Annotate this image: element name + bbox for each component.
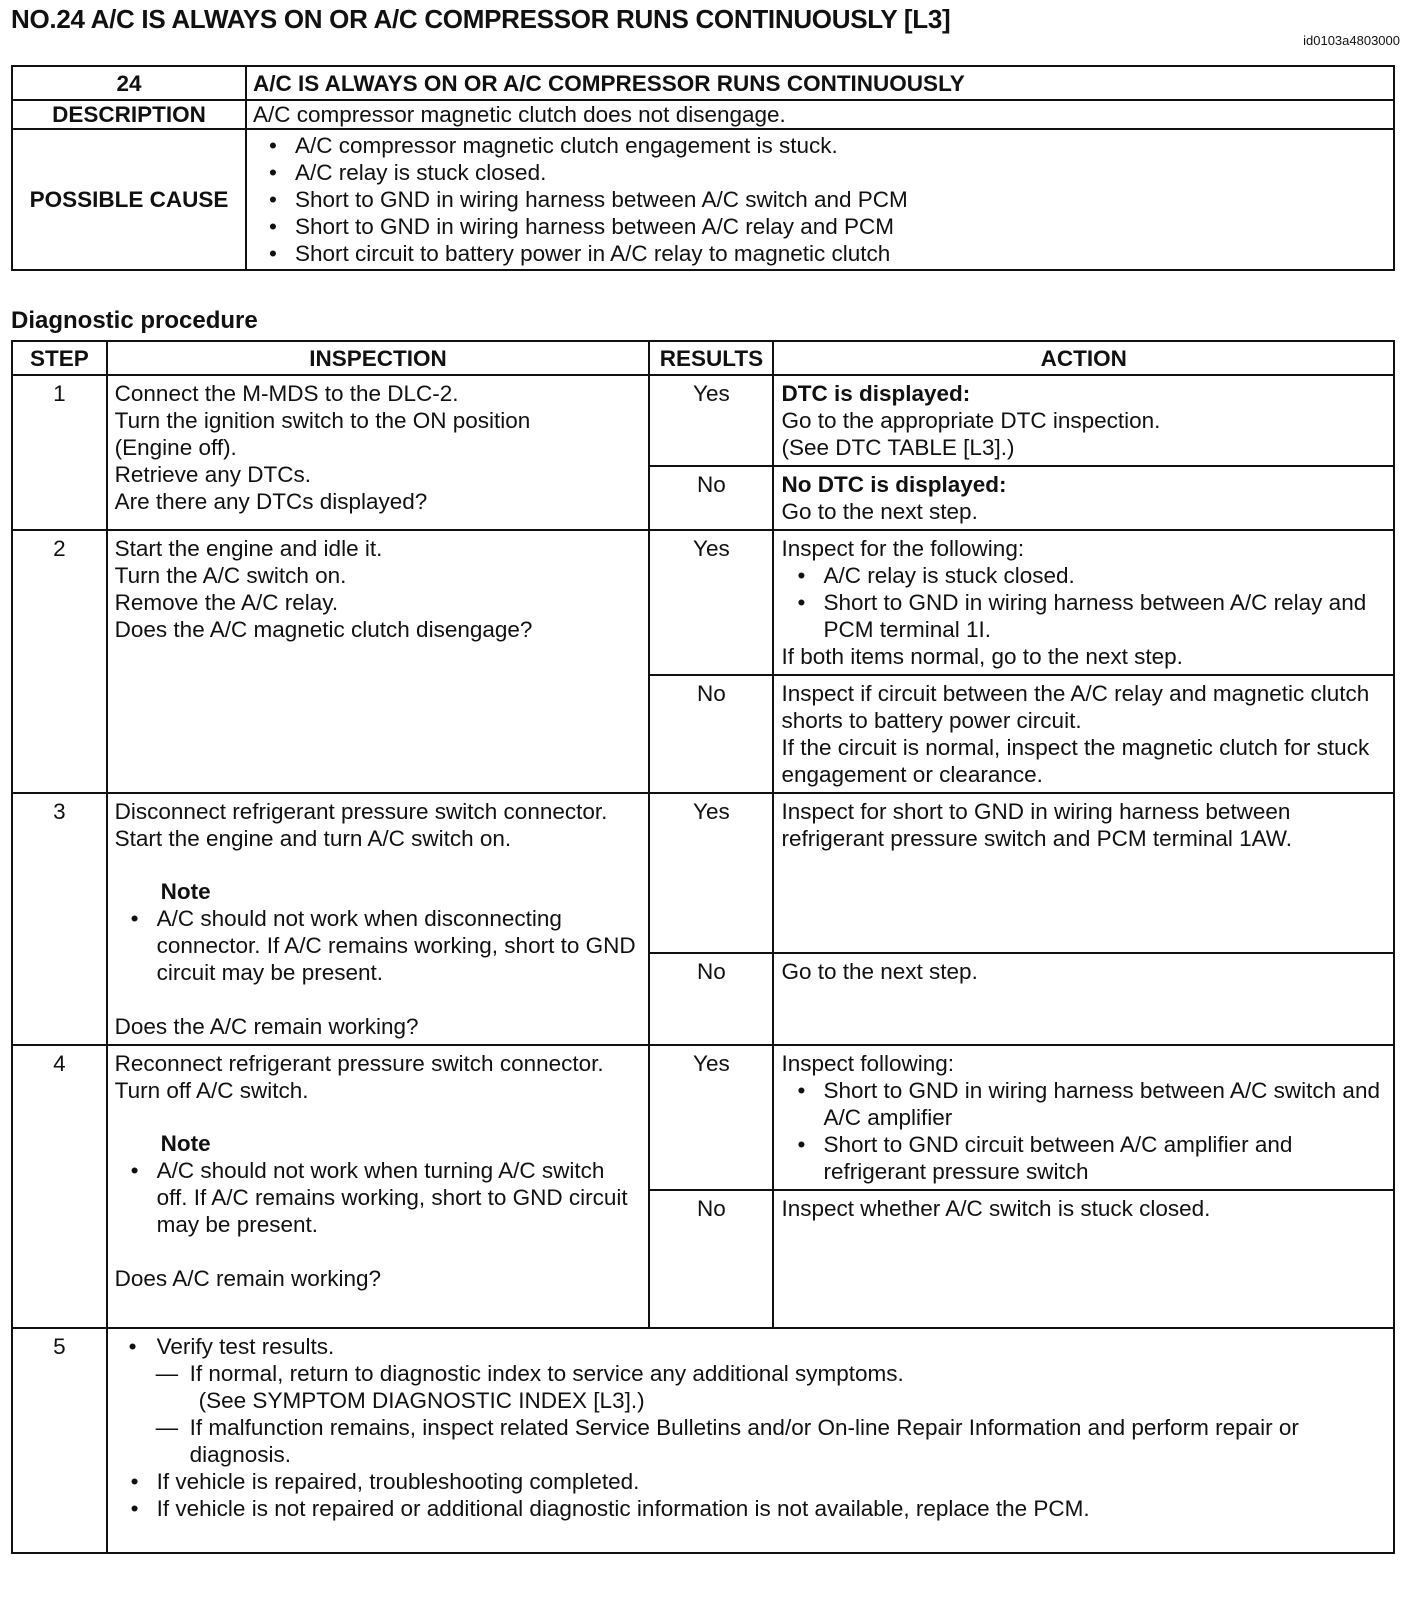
- step-2-yes-result: Yes: [649, 530, 773, 675]
- note-list: [115, 905, 642, 986]
- step-5-number: 5: [12, 1328, 107, 1553]
- inspection-line: Retrieve any DTCs.: [114, 462, 311, 487]
- normal-reference: (See SYMPTOM DIAGNOSTIC INDEX [L3].): [198, 1388, 645, 1413]
- step-2-inspection: [107, 530, 650, 793]
- list-item: • Short to GND circuit between A/C amplifier and refrigerant pressure switch: [781, 1131, 1386, 1185]
- results-column-header: RESULTS: [649, 341, 773, 375]
- description-label: DESCRIPTION: [12, 100, 246, 129]
- note-heading: Note: [160, 879, 211, 904]
- inspection-line: Does the A/C magnetic clutch disengage?: [114, 617, 533, 642]
- step-2-no-result: No: [649, 675, 773, 793]
- step-1-no-action: [773, 466, 1394, 530]
- diagnostic-procedure-table: [11, 340, 1395, 1554]
- inspection-line: Reconnect refrigerant pressure switch connector.: [114, 1051, 604, 1076]
- list-item: • A/C compressor magnetic clutch engagement is stuck.: [253, 132, 1387, 159]
- inspection-line: Turn off A/C switch.: [114, 1078, 309, 1103]
- step-1-yes-row: [12, 375, 1394, 466]
- step-4-yes-result: Yes: [649, 1045, 773, 1190]
- action-title: No DTC is displayed:: [781, 472, 1007, 497]
- step-4-yes-action: [773, 1045, 1394, 1190]
- step-3-yes-row: [12, 793, 1394, 953]
- malfunction-line: — If malfunction remains, inspect related Service Bulletins and/or On-line Repair Information and perform repair or diagnosis.: [115, 1414, 1386, 1468]
- step-column-header: STEP: [12, 341, 107, 375]
- step-2-number: 2: [12, 530, 107, 793]
- step-3-no-action: Go to the next step.: [773, 953, 1394, 1045]
- list-item: • A/C should not work when disconnecting connector. If A/C remains working, short to GND circuit may be present.: [115, 905, 642, 986]
- symptom-heading: A/C IS ALWAYS ON OR A/C COMPRESSOR RUNS CONTINUOUSLY: [246, 66, 1394, 100]
- summary-header-row: [12, 66, 1394, 100]
- action-line: Go to the appropriate DTC inspection.: [781, 408, 1161, 433]
- verify-line: • Verify test results.: [115, 1333, 1386, 1360]
- possible-cause-label: POSSIBLE CAUSE: [12, 129, 246, 270]
- step-3-yes-action: Inspect for short to GND in wiring harness between refrigerant pressure switch and PCM terminal 1AW.: [773, 793, 1394, 953]
- inspection-column-header: INSPECTION: [107, 341, 650, 375]
- page-title: NO.24 A/C IS ALWAYS ON OR A/C COMPRESSOR RUNS CONTINUOUSLY [L3]: [11, 4, 951, 34]
- action-line: If the circuit is normal, inspect the magnetic clutch for stuck engagement or clearance.: [781, 735, 1370, 787]
- symptom-summary-table: [11, 65, 1395, 271]
- list-item: • Short to GND in wiring harness between A/C switch and PCM: [253, 186, 1387, 213]
- procedure-title: Diagnostic procedure: [11, 307, 258, 334]
- step-3-no-result: No: [649, 953, 773, 1045]
- action-list: [781, 1077, 1386, 1185]
- description-text: A/C compressor magnetic clutch does not disengage.: [246, 100, 1394, 129]
- list-item: • A/C relay is stuck closed.: [253, 159, 1387, 186]
- procedure-header-row: [12, 341, 1394, 375]
- inspection-line: Turn the ignition switch to the ON position: [114, 408, 531, 433]
- action-line: Inspect following:: [781, 1051, 955, 1076]
- list-item: • Short circuit to battery power in A/C relay to magnetic clutch: [253, 240, 1387, 267]
- step-1-no-result: No: [649, 466, 773, 530]
- inspection-line: Turn the A/C switch on.: [114, 563, 347, 588]
- list-item: • A/C relay is stuck closed.: [781, 562, 1386, 589]
- inspection-line: Remove the A/C relay.: [114, 590, 339, 615]
- list-item: • Short to GND in wiring harness between A/C switch and A/C amplifier: [781, 1077, 1386, 1131]
- step-4-number: 4: [12, 1045, 107, 1328]
- normal-line: — If normal, return to diagnostic index to service any additional symptoms.: [115, 1360, 1386, 1387]
- action-line: Inspect if circuit between the A/C relay and magnetic clutch shorts to battery power circuit.: [781, 681, 1370, 733]
- action-line: Inspect for the following:: [781, 536, 1025, 561]
- step-1-yes-action: [773, 375, 1394, 466]
- list-item: • If vehicle is not repaired or additional diagnostic information is not available, replace the PCM.: [115, 1495, 1386, 1522]
- action-column-header: ACTION: [773, 341, 1394, 375]
- step-1-inspection: [107, 375, 650, 530]
- action-title: DTC is displayed:: [781, 381, 971, 406]
- note-heading: Note: [160, 1131, 211, 1156]
- step-2-yes-action: [773, 530, 1394, 675]
- possible-cause-cell: [246, 129, 1394, 270]
- step-4-inspection: [107, 1045, 650, 1328]
- inspection-question: Does A/C remain working?: [114, 1266, 382, 1291]
- outcome-list: [115, 1468, 1386, 1522]
- step-4-no-result: No: [649, 1190, 773, 1328]
- inspection-question: Does the A/C remain working?: [114, 1014, 419, 1039]
- step-4-yes-row: [12, 1045, 1394, 1190]
- possible-cause-row: [12, 129, 1394, 270]
- action-list: [781, 562, 1386, 643]
- inspection-line: Connect the M-MDS to the DLC-2.: [114, 381, 459, 406]
- step-1-yes-result: Yes: [649, 375, 773, 466]
- list-item: • Short to GND in wiring harness between A/C relay and PCM: [253, 213, 1387, 240]
- possible-cause-list: [253, 132, 1387, 267]
- step-1-number: 1: [12, 375, 107, 530]
- step-3-yes-result: Yes: [649, 793, 773, 953]
- list-item: • Short to GND in wiring harness between A/C relay and PCM terminal 1I.: [781, 589, 1386, 643]
- inspection-line: Start the engine and idle it.: [114, 536, 383, 561]
- step-4-no-action: Inspect whether A/C switch is stuck closed.: [773, 1190, 1394, 1328]
- step-2-no-action: [773, 675, 1394, 793]
- inspection-line: (Engine off).: [114, 435, 237, 460]
- list-item: • A/C should not work when turning A/C switch off. If A/C remains working, short to GND circuit may be present.: [115, 1157, 642, 1238]
- inspection-line: Start the engine and turn A/C switch on.: [114, 826, 512, 851]
- step-5-row: [12, 1328, 1394, 1553]
- description-row: [12, 100, 1394, 129]
- symptom-number: 24: [12, 66, 246, 100]
- step-5-content: [107, 1328, 1394, 1553]
- step-2-yes-row: [12, 530, 1394, 675]
- inspection-line: Disconnect refrigerant pressure switch connector.: [114, 799, 608, 824]
- document-id: id0103a4803000: [1303, 33, 1400, 48]
- list-item: • If vehicle is repaired, troubleshooting completed.: [115, 1468, 1386, 1495]
- action-line: If both items normal, go to the next step.: [781, 644, 1183, 669]
- step-3-inspection: [107, 793, 650, 1045]
- inspection-line: Are there any DTCs displayed?: [114, 489, 428, 514]
- note-list: [115, 1157, 642, 1238]
- step-3-number: 3: [12, 793, 107, 1045]
- action-line: (See DTC TABLE [L3].): [781, 435, 1015, 460]
- action-line: Go to the next step.: [781, 499, 978, 524]
